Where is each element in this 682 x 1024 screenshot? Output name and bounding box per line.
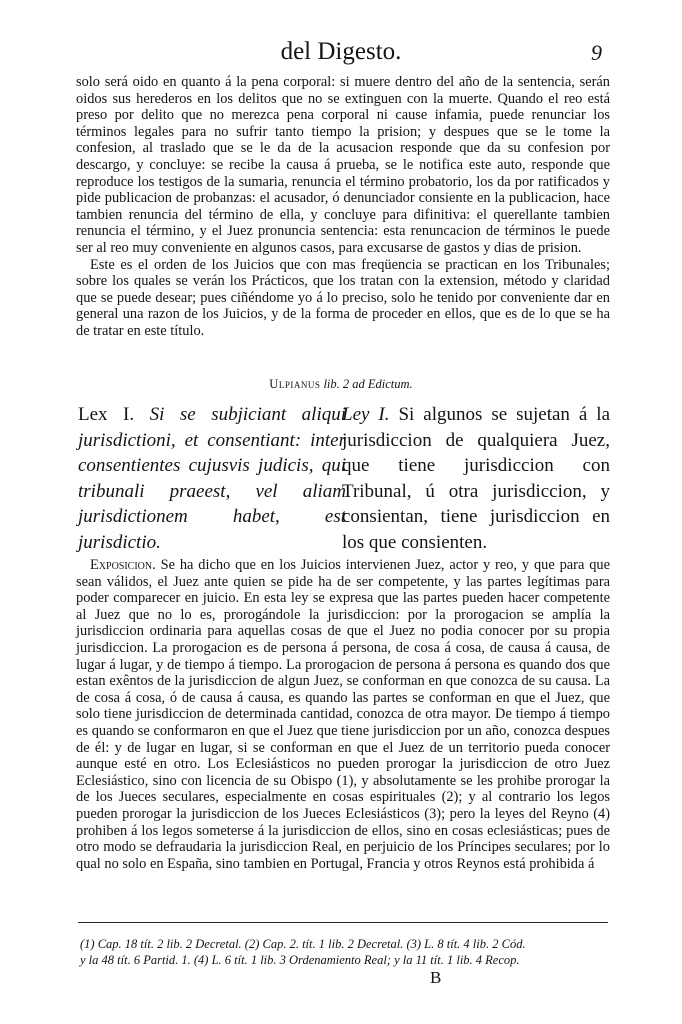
exposition-text: Se ha dicho que en los Juicios intervienen Juez, actor y reo, y que para que sean válidos, el Juez ante quien se pide ha de ser competente, y las partes legítimas para poder comparecer en juicio. En esta ley se expresa que las partes pueden hacer competente al Juez que no lo es, prorogándole la jurisdiccion: por la prorogacion se amplía la jurisdiccion ordinaria para aquellas cosas de que el Juez no podia conocer por su propia jurisdiccion. La prorogacion es de persona á persona, de cosa á cosa, de causa á causa, de lugar á lugar, y de tiempo á tiempo. La prorogacion de persona á persona es quando dos que estan exêntos de la jurisdiccion de algun Juez, se conforman en que conozca de su causa. La de cosa á cosa, ó de causa á causa, es quando las partes se conforman en que el Juez, que solo tiene jurisdiccion de determinada cantidad, conozca de otra mayor. De tiempo á tiempo es quando se conformaron en que el Juez que tiene jurisdiccion por un año, conozca despues de él: y de lugar en lugar, si se conforman en que el Juez de un territorio pueda conocer aunque esté en otro. Los Eclesiásticos no pueden prorogar la jurisdiccion de otro Juez Eclesiástico, sino con licencia de su Obispo (1), y absolutamente se les prohibe prorogar la de los Jueces seculares, especialmente en cosas espirituales (2); y al contrario los legos pueden prorogar la jurisdiccion de los Jueces Eclesiásticos (3); pero la leyes del Reyno (4) prohiben á los legos someterse á la jurisdiccion de ellos, sino en cosas eclesiásticas; pues de otro modo se defraudaria la jurisdiccion Real, en perjuicio de los Príncipes seculares; por lo qual no solo en España, sino tambien en Portugal, Francia y otros Reynos está prohibida á [76, 557, 610, 872]
footnote-divider [78, 922, 608, 923]
source-author: Ulpianus [269, 377, 321, 391]
latin-text-column [78, 402, 346, 555]
ley-label: Ley I. [342, 404, 390, 425]
footnote-line: (1) Cap. 18 tít. 2 lib. 2 Decretal. (2) Cap. 2. tít. 1 lib. 2 Decretal. (3) L. 8 tít. 4 lib. 2 Cód. [80, 937, 526, 951]
running-title: del Digesto. [280, 38, 402, 65]
spanish-text-column [342, 402, 610, 555]
paragraph: solo será oido en quanto á la pena corporal: si muere dentro del año de la sentencia, serán oidos sus herederos en los delitos que no se extinguen con la muerte. Quando el reo está preso por delito que no merezca pena corporal ni cause infamia, puede renunciar los términos legales para no sufrir tanto tiempo la prision; y despues que se le tome la confesion, al traslado que se le da de la acusacion responde que da su confesion por descargo, y concluye: se recibe la causa á prueba, se le notifica este auto, responde que reproduce los testigos de la sumaria, renuncia el término probatorio, los da por ratificados y pide publicacion de probanzas: el acusador, ó denunciador consiente en la publicacion, hace tambien renuncia del término de ella, y concluye para difinitiva: el querellante tambien renuncia el término, y el Juez pronuncia sentencia: esta renuncacion de términos le puede ser al reo muy conveniente en algunos casos, para excusarse de gastos y dias de prision. [76, 74, 610, 256]
exposition-section [76, 557, 610, 872]
signature-mark: B [430, 968, 442, 987]
spanish-text: Si algunos se sujetan á la jurisdiccion de qualquiera Juez, que tiene jurisdiccion con Tribunal, ú otra jurisdiccion, y consientan, tiene jurisdiccion en los que consienten. [342, 404, 611, 553]
exposition-label: Exposicion. [90, 557, 156, 573]
continuation-text [76, 74, 610, 340]
page-number: 9 [591, 40, 602, 65]
latin-text: Si se subjiciant aliqui jurisdictioni, et consentiant: inter consentientes cujusvis judicis, qui tribunali praeest, vel aliam jurisdictionem habet, est jurisdictio. [78, 404, 347, 553]
footnotes [80, 936, 610, 968]
page-header [0, 38, 682, 68]
paragraph: Este es el orden de los Juicios que con mas freqüencia se practican en los Tribunales; sobre los quales se verán los Prácticos, que los tratan con la extension, método y claridad que se puede desear; pues ciñéndome yo á lo preciso, solo he tenido por conveniente dar en general una razon de los Juicios, y de la forma de proceder en ellos, que es de lo que se ha de tratar en este título. [76, 256, 610, 339]
lex-label: Lex I. [78, 404, 135, 425]
footnote-line: y la 48 tít. 6 Partid. 1. (4) L. 6 tít. 1 lib. 3 Ordenamiento Real; y la 11 tít. 1 lib. 4 Recop. [80, 953, 520, 967]
source-citation [0, 377, 682, 392]
source-reference: lib. 2 ad Edictum. [323, 377, 413, 391]
